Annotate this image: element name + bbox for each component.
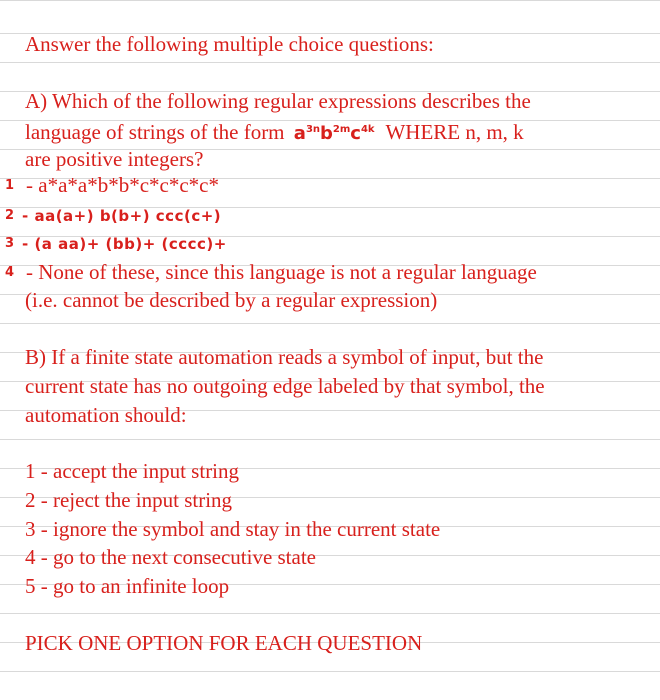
formula-b-exponent: 2m (332, 124, 351, 135)
question-a-line-3: are positive integers? (25, 147, 204, 171)
footer-instruction: PICK ONE OPTION FOR EACH QUESTION (25, 631, 423, 655)
question-a-line-2-end: WHERE n, m, k (385, 120, 524, 144)
option-b1: 1 - accept the input string (25, 459, 240, 483)
option-a1-text: - a*a*a*b*b*c*c*c*c* (26, 173, 219, 197)
formula-a: a (293, 123, 306, 144)
option-a4-text: - None of these, since this language is not a regular language (26, 260, 537, 284)
option-b3: 3 - ignore the symbol and stay in the current state (25, 517, 441, 541)
option-a4-continuation: (i.e. cannot be described by a regular expression) (25, 288, 438, 312)
formula-c: c (350, 123, 361, 144)
question-b-line-3: automation should: (25, 403, 187, 427)
question-a-line-2 (25, 117, 524, 147)
question-b-line-2: current state has no outgoing edge labeled by that symbol, the (25, 374, 545, 398)
question-b-line-1: B) If a finite state automation reads a symbol of input, but the (25, 345, 544, 369)
option-a1-number: 1 (5, 178, 15, 193)
question-a-line-2-start: language of strings of the form (25, 120, 285, 144)
question-a-line-1: A) Which of the following regular expressions describes the (25, 89, 531, 113)
option-a2-text: - aa(a+) b(b+) ccc(c+) (22, 207, 222, 225)
option-b4: 4 - go to the next consecutive state (25, 545, 316, 569)
language-formula (294, 123, 375, 144)
option-b2: 2 - reject the input string (25, 488, 233, 512)
option-a4-number: 4 (5, 265, 15, 280)
intro-text: Answer the following multiple choice questions: (25, 32, 434, 56)
formula-c-exponent: 4k (360, 124, 375, 135)
option-a3-text: - (a aa)+ (bb)+ (cccc)+ (22, 235, 227, 253)
option-a2-number: 2 (5, 208, 15, 223)
formula-b: b (320, 123, 333, 144)
option-b5: 5 - go to an infinite loop (25, 574, 230, 598)
option-a3-number: 3 (5, 236, 15, 251)
formula-a-exponent: 3n (305, 124, 321, 135)
